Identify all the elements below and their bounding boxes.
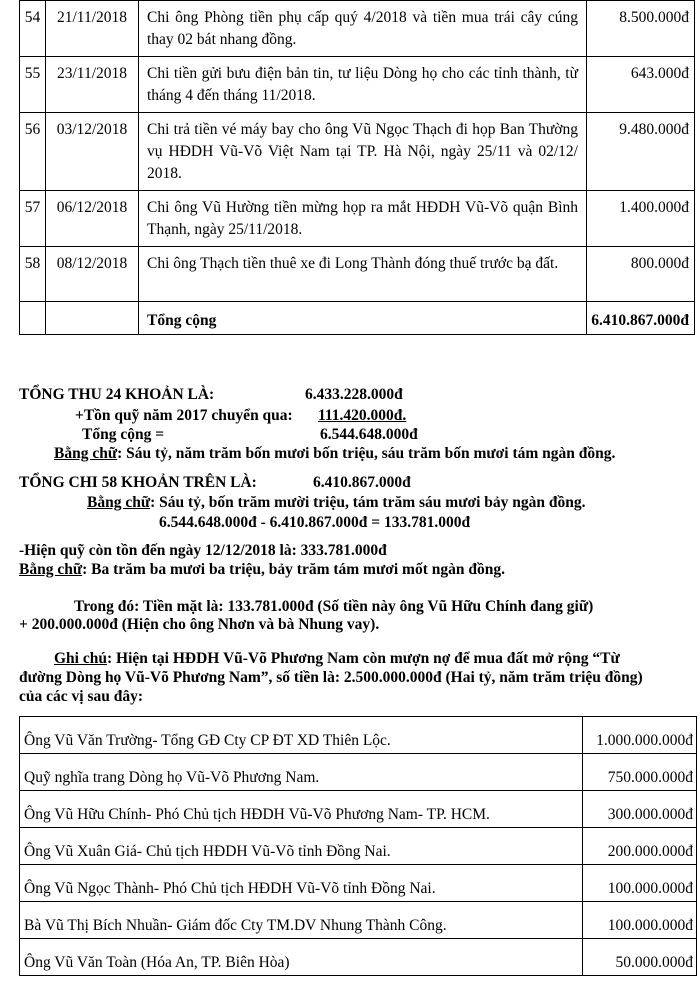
row-amount: 800.000đ xyxy=(587,247,695,302)
note-label: Ghi chú xyxy=(54,650,107,667)
row-date: 08/12/2018 xyxy=(46,247,139,302)
loan-amount: 100.000.000đ xyxy=(583,865,697,902)
income-label: TỔNG THU 24 KHOẢN LÀ: xyxy=(19,386,215,403)
carry-label: +Tồn quỹ năm 2017 chuyển qua: xyxy=(75,407,293,424)
row-amount: 1.400.000đ xyxy=(587,191,695,247)
balance-line: -Hiện quỹ còn tồn đến ngày 12/12/2018 là: 333.781.000đ xyxy=(19,542,387,559)
expense-words: Bằng chữ: Sáu tỷ, bốn trăm mười triệu, tám trăm sáu mươi bảy ngàn đồng. xyxy=(87,494,586,511)
row-description: Chi ông Thạch tiền thuê xe đi Long Thành đóng thuế trước bạ đất. xyxy=(139,247,587,302)
table-row xyxy=(20,754,697,791)
row-number: 58 xyxy=(20,247,46,302)
expense-label: TỔNG CHI 58 KHOẢN TRÊN LÀ: xyxy=(19,474,257,491)
lender-name: Ông Vũ Hữu Chính- Phó Chủ tịch HĐDH Vũ-Võ Phương Nam- TP. HCM. xyxy=(20,791,583,828)
words-label: Bằng chữ xyxy=(54,445,118,462)
row-description: Chi tiền gửi bưu điện bản tin, tư liệu Dòng họ cho các tỉnh thành, từ tháng 4 đến tháng 11/2018. xyxy=(139,57,587,113)
table-row xyxy=(20,902,697,939)
lender-name: Quỹ nghĩa trang Dòng họ Vũ-Võ Phương Nam. xyxy=(20,754,583,791)
row-amount: 8.500.000đ xyxy=(587,1,695,57)
table-row xyxy=(20,191,695,247)
row-date: 23/11/2018 xyxy=(46,57,139,113)
row-number: 55 xyxy=(20,57,46,113)
expense-table xyxy=(19,0,695,335)
income-value: 6.433.228.000đ xyxy=(305,386,403,403)
table-row xyxy=(20,865,697,902)
loan-amount: 750.000.000đ xyxy=(583,754,697,791)
table-row xyxy=(20,939,697,976)
table-row xyxy=(20,57,695,113)
row-number: 56 xyxy=(20,113,46,191)
note-line-3: của các vị sau đây: xyxy=(19,688,143,705)
total-amount: 6.410.867.000đ xyxy=(587,302,695,335)
table-row xyxy=(20,717,697,754)
lender-name: Ông Vũ Ngọc Thành- Phó Chủ tịch HĐDH Vũ-Võ tỉnh Đồng Nai. xyxy=(20,865,583,902)
cash-line-1: Trong đó: Tiền mặt là: 133.781.000đ (Số tiền này ông Vũ Hữu Chính đang giữ) xyxy=(74,598,594,615)
expense-value: 6.410.867.000đ xyxy=(313,474,411,491)
lender-name: Ông Vũ Xuân Giá- Chủ tịch HĐDH Vũ-Võ tỉnh Đồng Nai. xyxy=(20,828,583,865)
balance-words: Bằng chữ: Ba trăm ba mươi ba triệu, bảy trăm tám mươi mốt ngàn đồng. xyxy=(19,561,505,578)
sum-label: Tổng cộng = xyxy=(82,426,165,443)
carry-value: 111.420.000đ. xyxy=(318,407,407,424)
sum-value: 6.544.648.000đ xyxy=(320,426,418,443)
total-label: Tổng cộng xyxy=(139,302,587,335)
row-description: Chi ông Vũ Hường tiền mừng họp ra mắt HĐDH Vũ-Võ quận Bình Thạnh, ngày 25/11/2018. xyxy=(139,191,587,247)
loan-amount: 100.000.000đ xyxy=(583,902,697,939)
loan-amount: 300.000.000đ xyxy=(583,791,697,828)
row-number: 54 xyxy=(20,1,46,57)
table-row xyxy=(20,247,695,302)
income-words: Bằng chữ: Sáu tỷ, năm trăm bốn mươi bốn triệu, sáu trăm bốn mươi tám ngàn đồng. xyxy=(54,445,616,462)
total-row xyxy=(20,302,695,335)
lender-name: Ông Vũ Văn Toàn (Hóa An, TP. Biên Hòa) xyxy=(20,939,583,976)
table-row xyxy=(20,1,695,57)
lender-name: Ông Vũ Văn Trường- Tổng GĐ Cty CP ĐT XD Thiên Lộc. xyxy=(20,717,583,754)
row-amount: 9.480.000đ xyxy=(587,113,695,191)
words-label: Bằng chữ xyxy=(19,561,83,578)
row-number: 57 xyxy=(20,191,46,247)
note-line-2: đường Dòng họ Vũ-Võ Phương Nam”, số tiền là: 2.500.000.000đ (Hai tỷ, năm trăm triệu đồng) xyxy=(19,669,643,686)
calculation-line: 6.544.648.000đ - 6.410.867.000đ = 133.781.000đ xyxy=(159,514,471,531)
words-label: Bằng chữ xyxy=(87,494,151,511)
loan-amount: 1.000.000.000đ xyxy=(583,717,697,754)
note-line-1: Ghi chú: Hiện tại HĐDH Vũ-Võ Phương Nam còn mượn nợ để mua đất mở rộng “Từ xyxy=(54,650,620,667)
cash-line-2: + 200.000.000đ (Hiện cho ông Nhơn và bà Nhung vay). xyxy=(19,616,380,633)
row-date: 21/11/2018 xyxy=(46,1,139,57)
row-description: Chi trả tiền vé máy bay cho ông Vũ Ngọc Thạch đi họp Ban Thường vụ HĐDH Vũ-Võ Việt Nam tại TP. Hà Nội, ngày 25/11 và 02/12/ 2018. xyxy=(139,113,587,191)
loan-amount: 200.000.000đ xyxy=(583,828,697,865)
table-row xyxy=(20,791,697,828)
row-amount: 643.000đ xyxy=(587,57,695,113)
row-date: 03/12/2018 xyxy=(46,113,139,191)
loan-amount: 50.000.000đ xyxy=(583,939,697,976)
row-description: Chi ông Phòng tiền phụ cấp quý 4/2018 và tiền mua trái cây cúng thay 02 bát nhang đồng. xyxy=(139,1,587,57)
table-row xyxy=(20,828,697,865)
row-date: 06/12/2018 xyxy=(46,191,139,247)
table-row xyxy=(20,113,695,191)
lender-name: Bà Vũ Thị Bích Nhuần- Giám đốc Cty TM.DV Nhung Thành Công. xyxy=(20,902,583,939)
loan-table xyxy=(19,716,697,976)
